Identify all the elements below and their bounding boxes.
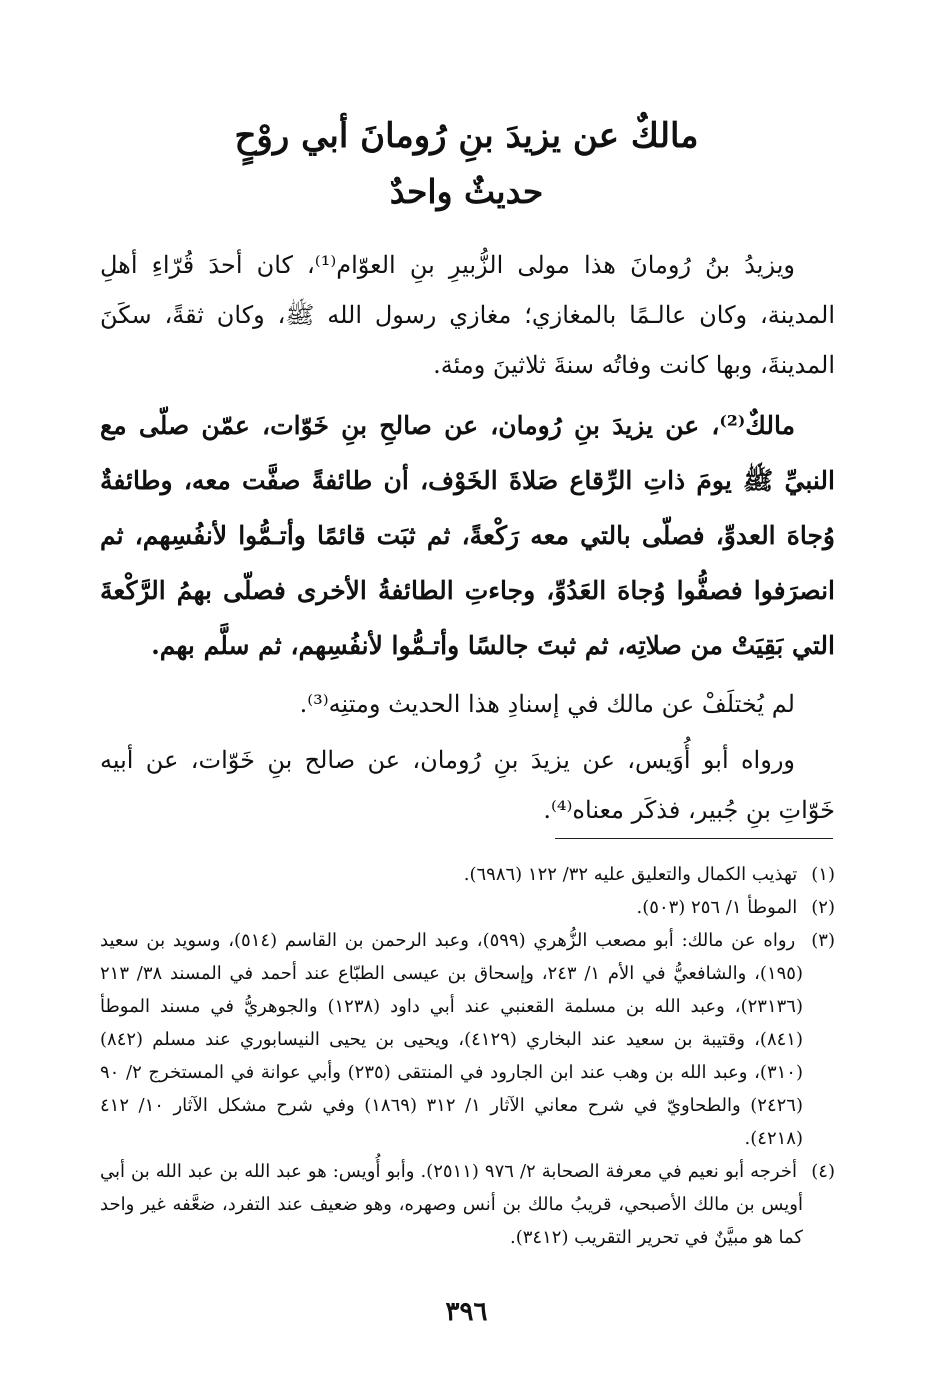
footnote-text: أخرجه أبو نعيم في معرفة الصحابة ٢/ ٩٧٦ (٢٥١١). وأبو أُويس: هو عبد الله بن عبد الله بن أبي أويس بن مالك الأصبحي، قريبُ مالك بن أنس وصهره، وهو ضعيف عند التفرد، ضعَّفه غير واحد كما هو مبيَّنٌ في تحرير التقريب (٣٤١٢).	[100, 1161, 803, 1248]
page-number: ٣٩٦	[445, 1297, 488, 1327]
footnote-number: (٤)	[811, 1161, 835, 1182]
footnote-item	[100, 1155, 835, 1254]
riwaya-paragraph: ورواه أبو أُوَيس، عن يزيدَ بنِ رُومان، عن صالح بنِ خَوّات، عن أبيه خَوّاتِ بنِ جُبير، فذكَر معناه⁽⁴⁾.	[100, 746, 835, 824]
footnote-number: (١)	[811, 864, 835, 885]
chapter-heading	[100, 108, 833, 220]
note-paragraph: لم يُختلَفْ عن مالك في إسنادِ هذا الحديث ومتنِه⁽³⁾.	[299, 690, 795, 718]
footnote-separator	[555, 838, 833, 839]
footnote-text: رواه عن مالك: أبو مصعب الزُّهري (٥٩٩)، وعبد الرحمن بن القاسم (٥١٤)، وسويد بن سعيد (١٩٥)، والشافعيُّ في الأم ١/ ٢٤٣، وإسحاق بن عيسى الطبّاع عند أحمد في المسند ٣٨/ ٢١٣ (٢٣١٣٦)، وعبد الله بن مسلمة القعنبي عند أبي داود (١٢٣٨) والجوهريُّ في مسند الموطأ (٨٤١)، وقتيبة بن سعيد عند البخاري (٤١٢٩)، ويحيى بن يحيى النيسابوري عند مسلم (٨٤٢) (٣١٠)، وعبد الله بن وهب عند ابن الجارود في المنتقى (٢٣٥) وأبي عوانة في المستخرج ٢/ ٩٠ (٢٤٢٦) والطحاويّ في شرح معاني الآثار ١/ ٣١٢ (١٨٦٩) وفي شرح مشكل الآثار ١٠/ ٤١٢ (٤٢١٨).	[100, 930, 804, 1149]
footnotes	[100, 858, 835, 1254]
chapter-subtitle: حديثٌ واحدٌ	[389, 172, 544, 211]
footnote-item	[100, 891, 835, 924]
intro-paragraph: ويزيدُ بنُ رُومانَ هذا مولى الزُّبيرِ بنِ العوّام⁽¹⁾، كان أحدَ قُرّاءِ أهلِ المدينة، وكان عالـمًا بالمغازي؛ مغازي رسول الله ﷺ، وكان ثقةً، سكَنَ المدينةَ، وبها كانت وفاتُه سنةَ ثلاثينَ ومئة.	[100, 251, 835, 379]
footnote-text: الموطأ ١/ ٢٥٦ (٥٠٣).	[636, 897, 798, 918]
footnote-item	[100, 924, 835, 1155]
main-text	[100, 240, 835, 835]
footnote-item	[100, 858, 835, 891]
chapter-title: مالكٌ عن يزيدَ بنِ رُومانَ أبي روْحٍ	[234, 116, 699, 156]
footnote-number: (٢)	[811, 897, 835, 918]
footnote-text: تهذيب الكمال والتعليق عليه ٣٢/ ١٢٢ (٦٩٨٦).	[463, 864, 798, 885]
footnote-number: (٣)	[811, 930, 835, 951]
hadith-paragraph: مالكٌ⁽²⁾، عن يزيدَ بنِ رُومان، عن صالحِ بنِ خَوّات، عمّن صلّى مع النبيِّ ﷺ يومَ ذاتِ الرِّقاع صَلاةَ الخَوْف، أن طائفةً صفَّت معه، وطائفةٌ وُجاهَ العدوِّ، فصلّى بالتي معه رَكْعةً، ثم ثبَت قائمًا وأتـمُّوا لأنفُسِهم، ثم انصرَفوا فصفُّوا وُجاهَ العَدُوِّ، وجاءتِ الطائفةُ الأخرى فصلّى بهمُ الرَّكْعةَ التي بَقِيَتْ من صلاتِه، ثم ثبتَ جالسًا وأتـمُّوا لأنفُسِهم، ثم سلَّم بهم.	[100, 411, 835, 660]
